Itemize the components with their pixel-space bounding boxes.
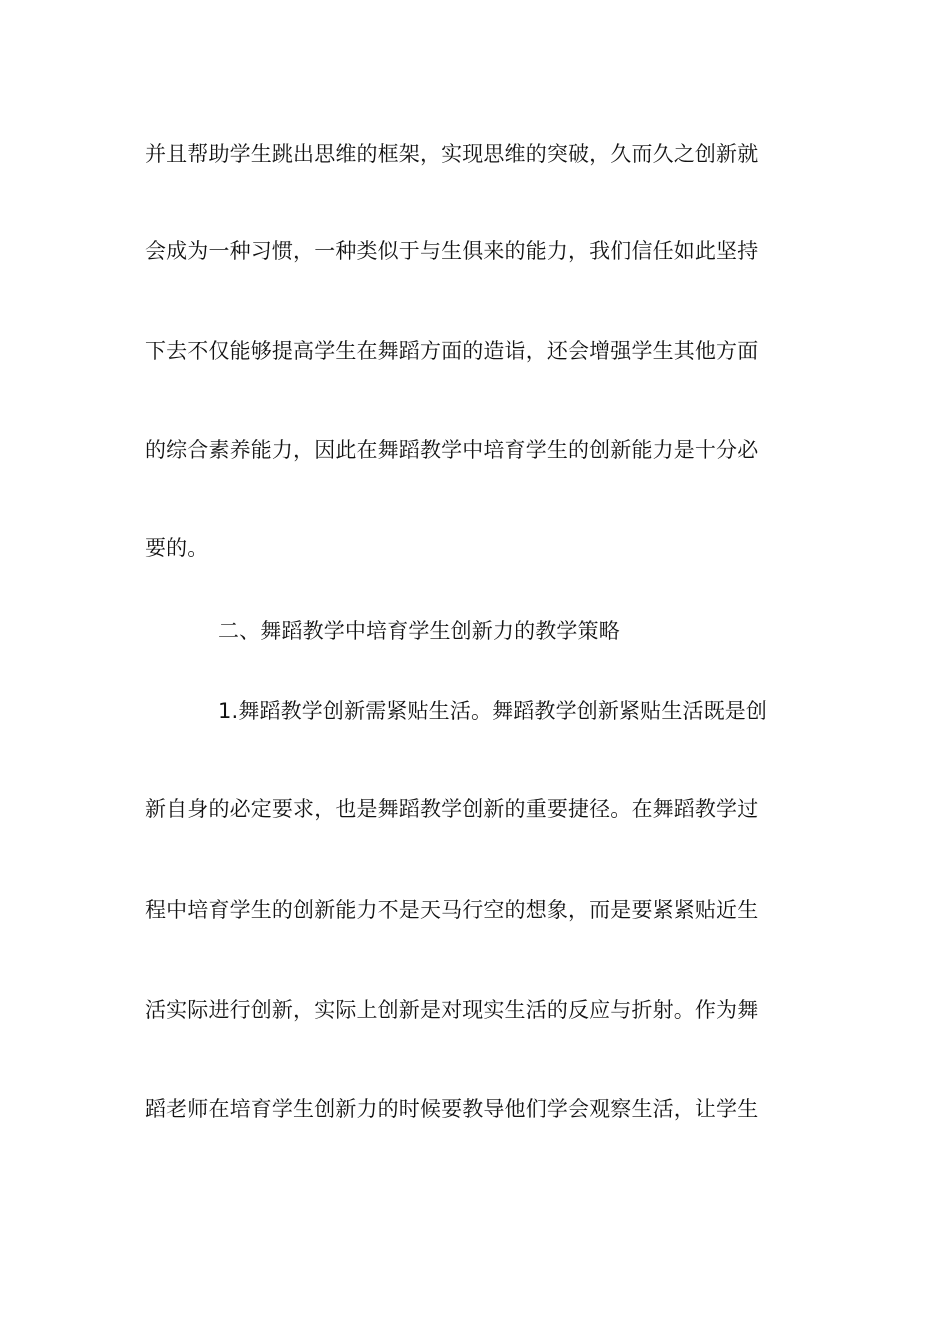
paragraph-line: 下去不仅能够提高学生在舞蹈方面的造诣，还会增强学生其他方面 bbox=[145, 339, 759, 363]
paragraph-line: 的综合素养能力，因此在舞蹈教学中培育学生的创新能力是十分必 bbox=[145, 438, 759, 462]
paragraph-line: 要的。 bbox=[145, 536, 209, 560]
paragraph-line: 新自身的必定要求，也是舞蹈教学创新的重要捷径。在舞蹈教学过 bbox=[145, 797, 759, 821]
paragraph-line: 蹈老师在培育学生创新力的时候要教导他们学会观察生活，让学生 bbox=[145, 1097, 759, 1121]
section-heading: 二、舞蹈教学中培育学生创新力的教学策略 bbox=[218, 619, 620, 643]
paragraph-line: 活实际进行创新，实际上创新是对现实生活的反应与折射。作为舞 bbox=[145, 998, 759, 1022]
paragraph-line: 并且帮助学生跳出思维的框架，实现思维的突破，久而久之创新就 bbox=[145, 142, 759, 166]
paragraph-first-line: 1.舞蹈教学创新需紧贴生活。舞蹈教学创新紧贴生活既是创 bbox=[218, 699, 768, 723]
paragraph-line: 会成为一种习惯，一种类似于与生俱来的能力，我们信任如此坚持 bbox=[145, 239, 759, 263]
paragraph-line: 程中培育学生的创新能力不是天马行空的想象，而是要紧紧贴近生 bbox=[145, 898, 759, 922]
